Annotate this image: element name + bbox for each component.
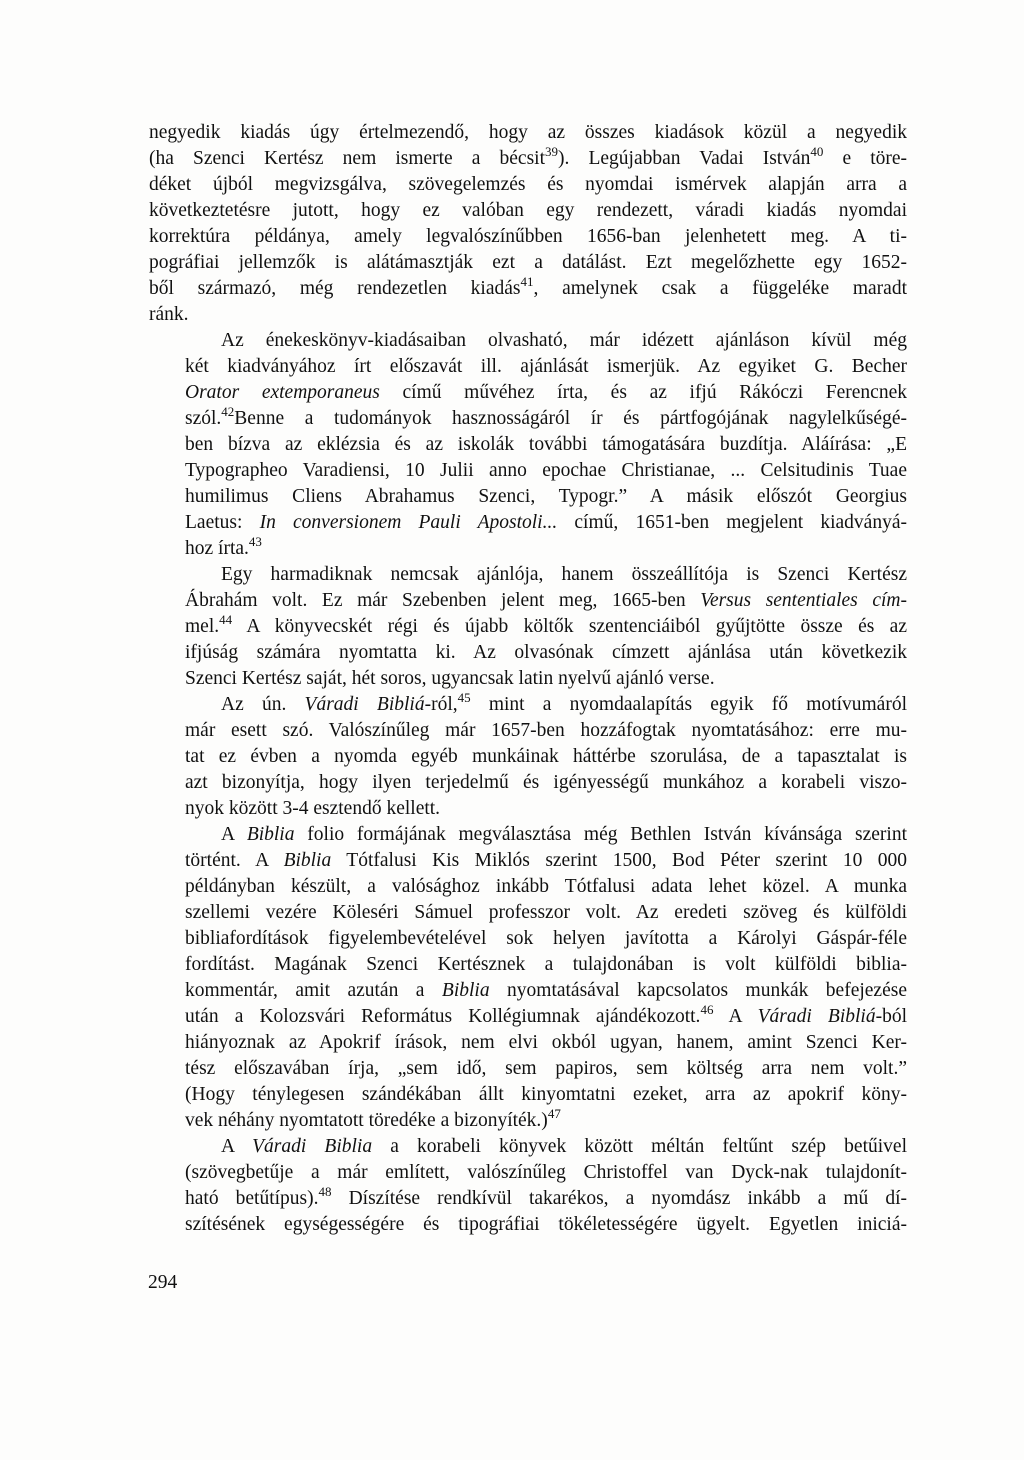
italic-title: Biblia: [441, 980, 490, 1001]
footnote-ref: 43: [248, 534, 262, 549]
italic-title: Váradi Bibliá: [757, 1006, 876, 1027]
text-line: (Hogy ténylegesen szándékában állt kinyomtatni ezeket, arra az apokrif köny-: [185, 1084, 907, 1105]
italic-title: Versus sententiales cím-: [700, 590, 907, 611]
text-line: Az énekeskönyv-kiadásaiban olvasható, már idézett ajánláson kívül még: [221, 330, 907, 351]
text-line: korrektúra példánya, amely legvalószínűbben 1656-ban jelenhetett meg. A ti-: [149, 226, 907, 247]
footnote-ref: 42: [221, 404, 235, 419]
text-line: után a Kolozsvári Református Kollégiumnak ajándékozott.$^{46}$ A Váradi Bibliá-ból: [185, 1002, 908, 1027]
footnote-ref: 46: [700, 1002, 714, 1017]
text-line: szól.$^{42}$Benne a tudományok hasznosságáról ír és pártfogójának nagylelkűségé-: [185, 404, 907, 429]
paragraph: [149, 562, 907, 692]
text-line: mel.$^{44}$ A könyvecskét régi és újabb költők szentenciáiból gyűjtötte össze és az: [185, 612, 907, 637]
text-line: humilimus Cliens Abrahamus Szenci, Typogr.” A másik előszót Georgius: [185, 486, 907, 507]
text-line: déket újból megvizsgálva, szövegelemzés és nyomdai ismérvek alapján arra a: [149, 174, 907, 195]
text-line: ránk.: [149, 304, 189, 325]
paragraph: [149, 822, 907, 1134]
paragraph: [149, 120, 907, 328]
body-text: [149, 120, 907, 1238]
text-line: Typographeo Varadiensi, 10 Julii anno epochae Christianae, ... Celsitudinis Tuae: [185, 460, 907, 481]
text-line: hoz írta.$^{43}$: [185, 534, 262, 559]
italic-title: Váradi Biblia: [252, 1136, 373, 1157]
text-line: ifjúság számára nyomtatta ki. Az olvasónak címzett ajánlása után következik: [185, 642, 907, 663]
text-line: Az ún. Váradi Bibliá-ról,$^{45}$ mint a nyomdaalapítás egyik fő motívumáról: [221, 690, 907, 715]
text-line: bibliafordítások figyelembevételével sok helyen javította a Károlyi Gáspár-féle: [185, 928, 907, 949]
text-line: fordítást. Magának Szenci Kertésznek a tulajdonában is volt külföldi biblia-: [185, 954, 907, 975]
footnote-ref: 48: [318, 1184, 332, 1199]
text-line: azt bizonyítja, hogy ilyen terjedelmű és igényességű munkához a korabeli viszo-: [185, 772, 907, 793]
text-line: szítésének egységességére és tipográfiai tökéletességére ügyelt. Egyetlen iniciá-: [185, 1214, 907, 1235]
paragraph: [149, 328, 907, 562]
text-line: hiányoznak az Apokrif írások, nem elvi okból ugyan, hanem, amint Szenci Ker-: [185, 1032, 907, 1053]
footnote-ref: 44: [219, 612, 233, 627]
text-line: Egy harmadiknak nemcsak ajánlója, hanem összeállítója is Szenci Kertész: [221, 564, 907, 585]
text-line: A Biblia folio formájának megválasztása még Bethlen István kívánsága szerint: [221, 824, 907, 845]
footnote-ref: 41: [520, 274, 534, 289]
text-line: példányban készült, a valósághoz inkább Tótfalusi adata lehet közel. A munka: [185, 876, 907, 897]
text-line: következtetésre jutott, hogy ez valóban egy rendezett, váradi kiadás nyomdai: [149, 200, 907, 221]
text-line: szellemi vezére Köleséri Sámuel professzor volt. Az eredeti szöveg és külföldi: [185, 902, 907, 923]
text-line: Szenci Kertész saját, hét soros, ugyancsak latin nyelvű ajánló verse.: [185, 668, 715, 689]
text-line: ben bízva az eklézsia és az iskolák további támogatására buzdítja. Aláírása: „E: [185, 434, 907, 455]
text-line: (ha Szenci Kertész nem ismerte a bécsit$^{39}$). Legújabban Vadai István$^{40}$ e töre-: [149, 144, 907, 169]
text-line: nyok között 3-4 esztendő kellett.: [185, 798, 441, 819]
italic-title: Váradi Bibliá: [304, 694, 425, 715]
text-line: már esett szó. Valószínűleg már 1657-ben hozzáfogtak nyomtatásához: erre mu-: [185, 720, 907, 741]
text-line: két kiadványához írt előszavát ill. ajánlását ismerjük. Az egyiket G. Becher: [185, 356, 907, 377]
text-line: negyedik kiadás úgy értelmezendő, hogy az összes kiadások közül a negyedik: [149, 122, 907, 143]
text-line: tész előszavában írja, „sem idő, sem papiros, sem költség arra nem volt.”: [185, 1058, 907, 1079]
paragraph: [149, 1134, 907, 1238]
text-line: Laetus: In conversionem Pauli Apostoli... című, 1651-ben megjelent kiadványá-: [185, 512, 907, 533]
italic-title: Biblia: [246, 824, 295, 845]
footnote-ref: 47: [547, 1106, 561, 1121]
footnote-ref: 45: [457, 690, 471, 705]
text-line: pográfiai jellemzők is alátámasztják ezt a datálást. Ezt megelőzhette egy 1652-: [149, 252, 907, 273]
italic-title: In conversionem Pauli Apostoli...: [259, 512, 558, 533]
page-number: 294: [148, 1272, 178, 1293]
text-line: ható betűtípus).$^{48}$ Díszítése rendkívül takarékos, a nyomdász inkább a mű dí-: [185, 1184, 907, 1209]
text-line: ből származó, még rendezetlen kiadás$^{41}$, amelynek csak a függeléke maradt: [149, 274, 908, 299]
paragraph: [149, 692, 907, 822]
text-line: A Váradi Biblia a korabeli könyvek között méltán feltűnt szép betűivel: [221, 1136, 907, 1157]
text-line: történt. A Biblia Tótfalusi Kis Miklós szerint 1500, Bod Péter szerint 10 000: [185, 850, 907, 871]
text-line: kommentár, amit azután a Biblia nyomtatásával kapcsolatos munkák befejezése: [185, 980, 907, 1001]
text-line: Ábrahám volt. Ez már Szebenben jelent meg, 1665-ben Versus sententiales cím-: [185, 590, 907, 611]
footnote-ref: 40: [810, 144, 824, 159]
text-line: tat ez évben a nyomda egyéb munkáinak háttérbe szorulása, de a tapasztalat is: [185, 746, 907, 767]
footnote-ref: 39: [545, 144, 559, 159]
italic-title: Biblia: [283, 850, 332, 871]
text-line: (szövegbetűje a már említett, valószínűleg Christoffel van Dyck-nak tulajdonít-: [185, 1162, 907, 1183]
text-line: vek néhány nyomtatott töredéke a bizonyíték.)$^{47}$: [185, 1106, 561, 1131]
text-line: Orator extemporaneus című művéhez írta, és az ifjú Rákóczi Ferencnek: [185, 382, 907, 403]
italic-title: Orator extemporaneus: [185, 382, 380, 403]
